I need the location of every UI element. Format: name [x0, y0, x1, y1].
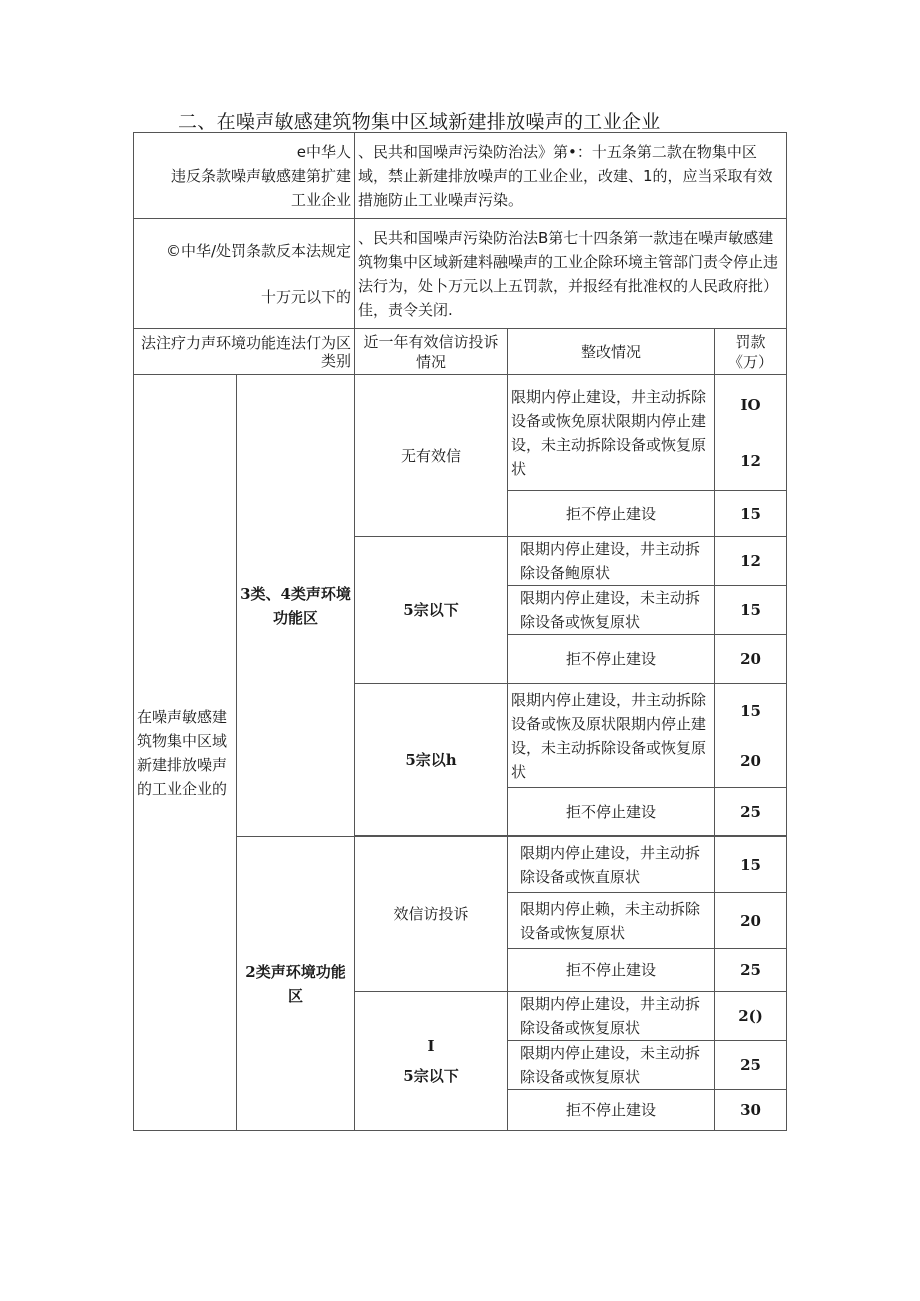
fine-value: 15: [740, 701, 761, 720]
complaint-cell: 效信访投诉: [355, 837, 508, 992]
complaint-cell: 无有效信: [355, 375, 508, 537]
rectification-cell: 拒不停止建设: [508, 949, 715, 992]
penalty-clause-row: [134, 219, 787, 329]
complaint-cell: 5宗以下: [355, 537, 508, 684]
fine-cell: [715, 684, 787, 788]
rectification-cell: 限期内停止建设，井主动拆除设备或恢免原状限期内停止建设，未主动拆除设备或恢复原状: [508, 375, 715, 491]
header-fine: 罚款《万）: [715, 329, 787, 375]
rectification-cell: 限期内停止建设，井主动拆除设备或恢及原状限期内停止建设，未主动拆除设备或恢复原状: [508, 684, 715, 788]
rectification-cell: 拒不停止建设: [508, 491, 715, 537]
complaint-mark: I: [427, 1037, 435, 1055]
table-row: [134, 375, 787, 491]
rectification-cell: 限期内停止建设，井主动拆除设备或恢直原状: [508, 837, 715, 893]
fine-value: 20: [740, 751, 761, 770]
fine-cell: 30: [715, 1090, 787, 1131]
rectification-cell: 限期内停止建设，井主动拆除设备鲍原状: [508, 537, 715, 586]
violation-clause-label: e中华人 违反条款噪声敏感建第扩建 工业企业: [134, 133, 355, 219]
rectification-cell: 限期内停止赖，未主动拆除设备或恢复原状: [508, 893, 715, 949]
header-zone-class: 法注疗力声环境功能连法仃为区类别: [134, 329, 355, 375]
rectification-cell: 限期内停止建设，未主动拆除设备或恢复原状: [508, 586, 715, 635]
fine-cell: 25: [715, 788, 787, 836]
fine-cell: 25: [715, 949, 787, 992]
fine-cell: 12: [715, 537, 787, 586]
rectification-cell: 拒不停止建设: [508, 1090, 715, 1131]
fine-cell: 20: [715, 893, 787, 949]
complaint-cell: [355, 992, 508, 1131]
fine-cell: 2(): [715, 992, 787, 1041]
fine-cell: 25: [715, 1041, 787, 1090]
violation-clause-row: [134, 133, 787, 219]
complaint-cell: 5宗以h: [355, 684, 508, 836]
fine-cell: 15: [715, 586, 787, 635]
fine-cell: 20: [715, 635, 787, 684]
rectification-cell: 拒不停止建设: [508, 788, 715, 836]
fine-value: IO: [740, 395, 761, 414]
rectification-cell: 限期内停止建设，未主动拆除设备或恢复原状: [508, 1041, 715, 1090]
complaint-label: 5宗以下: [403, 1067, 459, 1085]
rectification-cell: 拒不停止建设: [508, 635, 715, 684]
fine-cell: [715, 375, 787, 491]
violation-clause-text: 、民共和国噪声污染防治法》第•：十五条第二款在物集中区域，禁止新建排放噪声的工业企业，改建、1的，应当采取有效措施防止工业噪声污染。: [355, 133, 787, 219]
rectification-cell: 限期内停止建设，井主动拆除设备或恢复原状: [508, 992, 715, 1041]
fine-cell: 15: [715, 491, 787, 537]
conduct-cell: 在噪声敏感建筑物集中区域新建排放噪声的工业企业的: [134, 375, 237, 1131]
zone-cell: 2类声环境功能区: [237, 837, 355, 1131]
penalty-standard-table: [133, 132, 787, 1131]
header-complaints: 近一年有效信访投诉情况: [355, 329, 508, 375]
zone-cell: 3类、4类声环境功能区: [237, 375, 355, 837]
fine-cell: 15: [715, 837, 787, 893]
penalty-clause-label: ©中华/处罚条款反本法规定 十万元以下的: [134, 219, 355, 329]
table-header-row: [134, 329, 787, 375]
header-rectification: 整改情况: [508, 329, 715, 375]
section-heading: 二、在噪声敏感建筑物集中区域新建排放噪声的工业企业: [178, 111, 661, 133]
penalty-clause-text: 、民共和国噪声污染防治法B第七十四条第一款违在噪声敏感建筑物集中区域新建料融噪声的工业企除环境主管部门责令停止违法行为，处卜万元以上五罚款，并报经有批准权的人民政府批）佳，责令关闭.: [355, 219, 787, 329]
fine-value: 12: [740, 451, 761, 470]
